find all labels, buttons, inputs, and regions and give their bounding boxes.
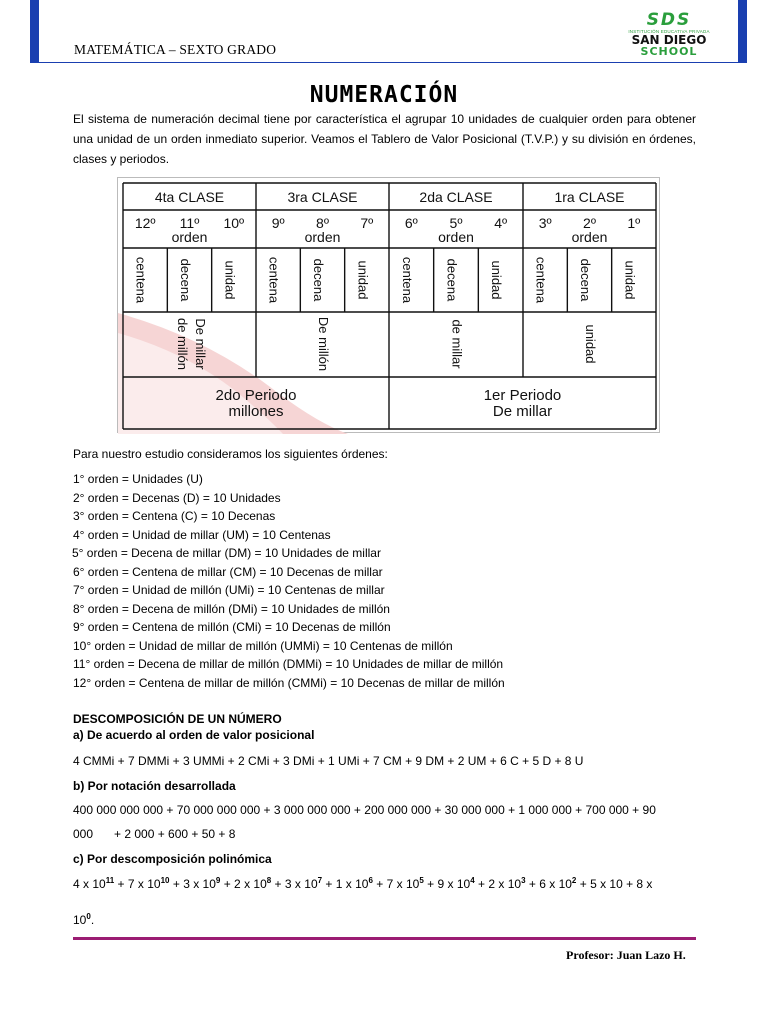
order-item: 6° orden = Centena de millar (CM) = 10 Decenas de millar bbox=[73, 564, 383, 579]
poly-exponent: 6 bbox=[368, 876, 373, 885]
period-subname: millones bbox=[228, 403, 284, 420]
poly-exponent: 3 bbox=[521, 876, 526, 885]
order-item: 7° orden = Unidad de millón (UMi) = 10 Centenas de millar bbox=[73, 583, 385, 597]
order-item: 5° orden = Decena de millar (DM) = 10 Unidades de millar bbox=[72, 546, 381, 560]
poly-exponent: 8 bbox=[266, 876, 272, 885]
place-value-table bbox=[117, 177, 660, 433]
poly-base: 10 bbox=[304, 877, 318, 891]
unit-label: unidad bbox=[355, 260, 371, 300]
order-item: 12° orden = Centena de millar de millón (CMMi) = 10 Decenas de millar de millón bbox=[73, 675, 505, 690]
unit-label: unidad bbox=[489, 260, 505, 300]
order-item: 10° orden = Unidad de millar de millón (UMMi) = 10 Centenas de millón bbox=[73, 638, 453, 653]
unit-label: unidad bbox=[222, 260, 238, 300]
order-item: 11° orden = Decena de millar de millón (DMMi) = 10 Unidades de millar de millón bbox=[73, 657, 504, 671]
intro-paragraph: El sistema de numeración decimal tiene por característica el agrupar 10 unidades de cualquier orden para obtener una unidad de un orden inmediato superior. Veamos el Tablero de Valor Posicional (T.V.P.) y su división en órdenes, clases y periodos. bbox=[73, 112, 696, 166]
order-number: 10º bbox=[223, 215, 245, 231]
decomposition-heading: DESCOMPOSICIÓN DE UN NÚMERO bbox=[73, 712, 282, 726]
poly-coefficient: 4 bbox=[73, 877, 80, 891]
poly-base: 10 bbox=[92, 877, 106, 891]
order-word: orden bbox=[571, 229, 608, 245]
period-name: 1er Periodo bbox=[483, 387, 562, 404]
poly-exponent: 11 bbox=[105, 876, 115, 885]
order-item: 3° orden = Centena (C) = 10 Decenas bbox=[73, 509, 276, 523]
unit-label: decena bbox=[444, 258, 460, 302]
professor-name: Profesor: Juan Lazo H. bbox=[566, 948, 686, 962]
class-header: 1ra CLASE bbox=[554, 189, 625, 205]
poly-coefficient: 2 bbox=[488, 877, 496, 891]
page-title: NUMERACIÓN bbox=[309, 82, 459, 108]
order-item: 1° orden = Unidades (U) bbox=[73, 472, 203, 486]
class-header: 3ra CLASE bbox=[287, 189, 358, 205]
class-header: 2da CLASE bbox=[419, 189, 493, 205]
order-item: 9° orden = Centena de millón (CMi) = 10 Decenas de millón bbox=[73, 620, 391, 634]
section-a-heading: a) De acuerdo al orden de valor posicional bbox=[73, 728, 315, 742]
order-number: 11º bbox=[179, 215, 200, 231]
poly-base: 10 bbox=[147, 877, 161, 891]
class-unit-label: De millar bbox=[193, 318, 209, 370]
poly-coefficient: 9 bbox=[437, 877, 445, 891]
logo-name-bottom: SCHOOL bbox=[640, 45, 698, 58]
section-c-polynomial: 4 x $10^{11} + 7$ x $10^{10} + 3$ x $10^9 + 2$ x $10^8 + 3$ x $10^7 + 1$ x $10^6 + 7$ x $10^5 + 9$ x $10^4 + 2$ x $10^3 + 6$ x $10^2 + 5$ x 10 + 8 x bbox=[73, 876, 653, 891]
study-intro: Para nuestro estudio consideramos los siguientes órdenes: bbox=[73, 447, 388, 461]
school-logo bbox=[625, 12, 713, 58]
order-number: 2º bbox=[583, 215, 596, 231]
order-number: 5º bbox=[449, 215, 463, 231]
logo-abbrev: SDS bbox=[646, 10, 692, 30]
header-left-bar bbox=[30, 0, 39, 62]
section-a-expression: 4 CMMi + 7 DMMi + 3 UMMi + 2 CMi + 3 DMi + 1 UMi + 7 CM + 9 DM + 2 UM + 6 C + 5 D + 8 U bbox=[73, 754, 584, 768]
header-subject: MATEMÁTICA – SEXTO GRADO bbox=[74, 42, 277, 57]
order-item: 4° orden = Unidad de millar (UM) = 10 Centenas bbox=[73, 527, 331, 542]
section-b-line-2-start: 000 bbox=[73, 827, 94, 841]
class-unit-label: unidad bbox=[583, 324, 599, 364]
order-number: 6º bbox=[404, 215, 418, 231]
poly-base: 10 bbox=[355, 877, 369, 891]
order-number: 7º bbox=[360, 215, 374, 231]
poly-coefficient: 3 bbox=[284, 877, 292, 891]
poly-base: 10 bbox=[456, 877, 471, 891]
unit-label: centena bbox=[133, 256, 149, 304]
unit-label: centena bbox=[266, 256, 282, 304]
unit-label: decena bbox=[578, 258, 594, 302]
poly-tail: 5 x 10 + 8 x bbox=[590, 877, 653, 891]
header-right-bar bbox=[738, 0, 747, 62]
class-header: 4ta CLASE bbox=[154, 189, 225, 205]
order-number: 8º bbox=[316, 215, 329, 231]
place-value-table-graphic bbox=[118, 178, 661, 434]
order-number: 12º bbox=[134, 215, 156, 231]
poly-coefficient: 3 bbox=[183, 877, 190, 891]
poly-exponent: 2 bbox=[571, 876, 577, 885]
order-number: 3º bbox=[538, 215, 552, 231]
poly-coefficient: 7 bbox=[386, 877, 394, 891]
section-b-line-1: 400 000 000 000 + 70 000 000 000 + 3 000 000 000 + 200 000 000 + 30 000 000 + 1 000 000 + 700 000 + 90 bbox=[73, 803, 656, 817]
footer-divider bbox=[73, 937, 696, 940]
unit-label: centena bbox=[533, 256, 549, 304]
order-item: 2° orden = Decenas (D) = 10 Unidades bbox=[73, 490, 281, 505]
poly-base: 10 bbox=[253, 877, 267, 891]
header-divider bbox=[30, 62, 747, 63]
section-c-heading: c) Por descomposición polinómica bbox=[73, 852, 272, 866]
section-c-polynomial-end: $10^0$. bbox=[73, 912, 95, 927]
poly-coefficient: 6 bbox=[539, 877, 546, 891]
unit-label: decena bbox=[178, 258, 194, 302]
poly-coefficient: 1 bbox=[335, 877, 343, 891]
section-b-heading: b) Por notación desarrollada bbox=[73, 779, 236, 793]
class-unit-label: De millón bbox=[316, 316, 332, 372]
logo-institution: INSTITUCIÓN EDUCATIVA PRIVADA bbox=[628, 29, 710, 34]
poly-base: 10 bbox=[558, 877, 572, 891]
order-number: 4º bbox=[494, 215, 508, 231]
period-subname: De millar bbox=[492, 403, 553, 420]
unit-label: unidad bbox=[622, 260, 638, 300]
period-name: 2do Periodo bbox=[215, 387, 297, 404]
poly-exponent: 7 bbox=[317, 876, 323, 885]
poly-exponent: 5 bbox=[419, 876, 424, 885]
poly-exponent: 9 bbox=[215, 876, 221, 885]
order-word: orden bbox=[304, 229, 341, 245]
unit-label: decena bbox=[311, 258, 327, 302]
class-unit-label: de millar bbox=[449, 319, 465, 369]
poly-coefficient: 7 bbox=[127, 877, 135, 891]
section-b-line-2-end: + 2 000 + 600 + 50 + 8 bbox=[114, 827, 236, 841]
poly-base: 10 bbox=[507, 877, 522, 891]
logo-name-top: SAN DIEGO bbox=[631, 33, 707, 47]
poly-base: 10 bbox=[73, 913, 87, 927]
poly-exponent: 0 bbox=[86, 912, 91, 921]
order-word: orden bbox=[438, 229, 474, 245]
poly-exponent: 4 bbox=[470, 876, 475, 885]
order-item: 8° orden = Decena de millón (DMi) = 10 Unidades de millón bbox=[73, 601, 390, 616]
order-number: 1º bbox=[627, 215, 641, 231]
poly-base: 10 bbox=[405, 877, 420, 891]
poly-coefficient: 2 bbox=[234, 877, 241, 891]
poly-base: 10 bbox=[202, 877, 216, 891]
class-unit-label: de millón bbox=[175, 317, 191, 371]
unit-label: centena bbox=[399, 256, 415, 304]
order-word: orden bbox=[171, 229, 208, 245]
order-number: 9º bbox=[271, 215, 285, 231]
poly-exponent: 10 bbox=[160, 876, 170, 885]
